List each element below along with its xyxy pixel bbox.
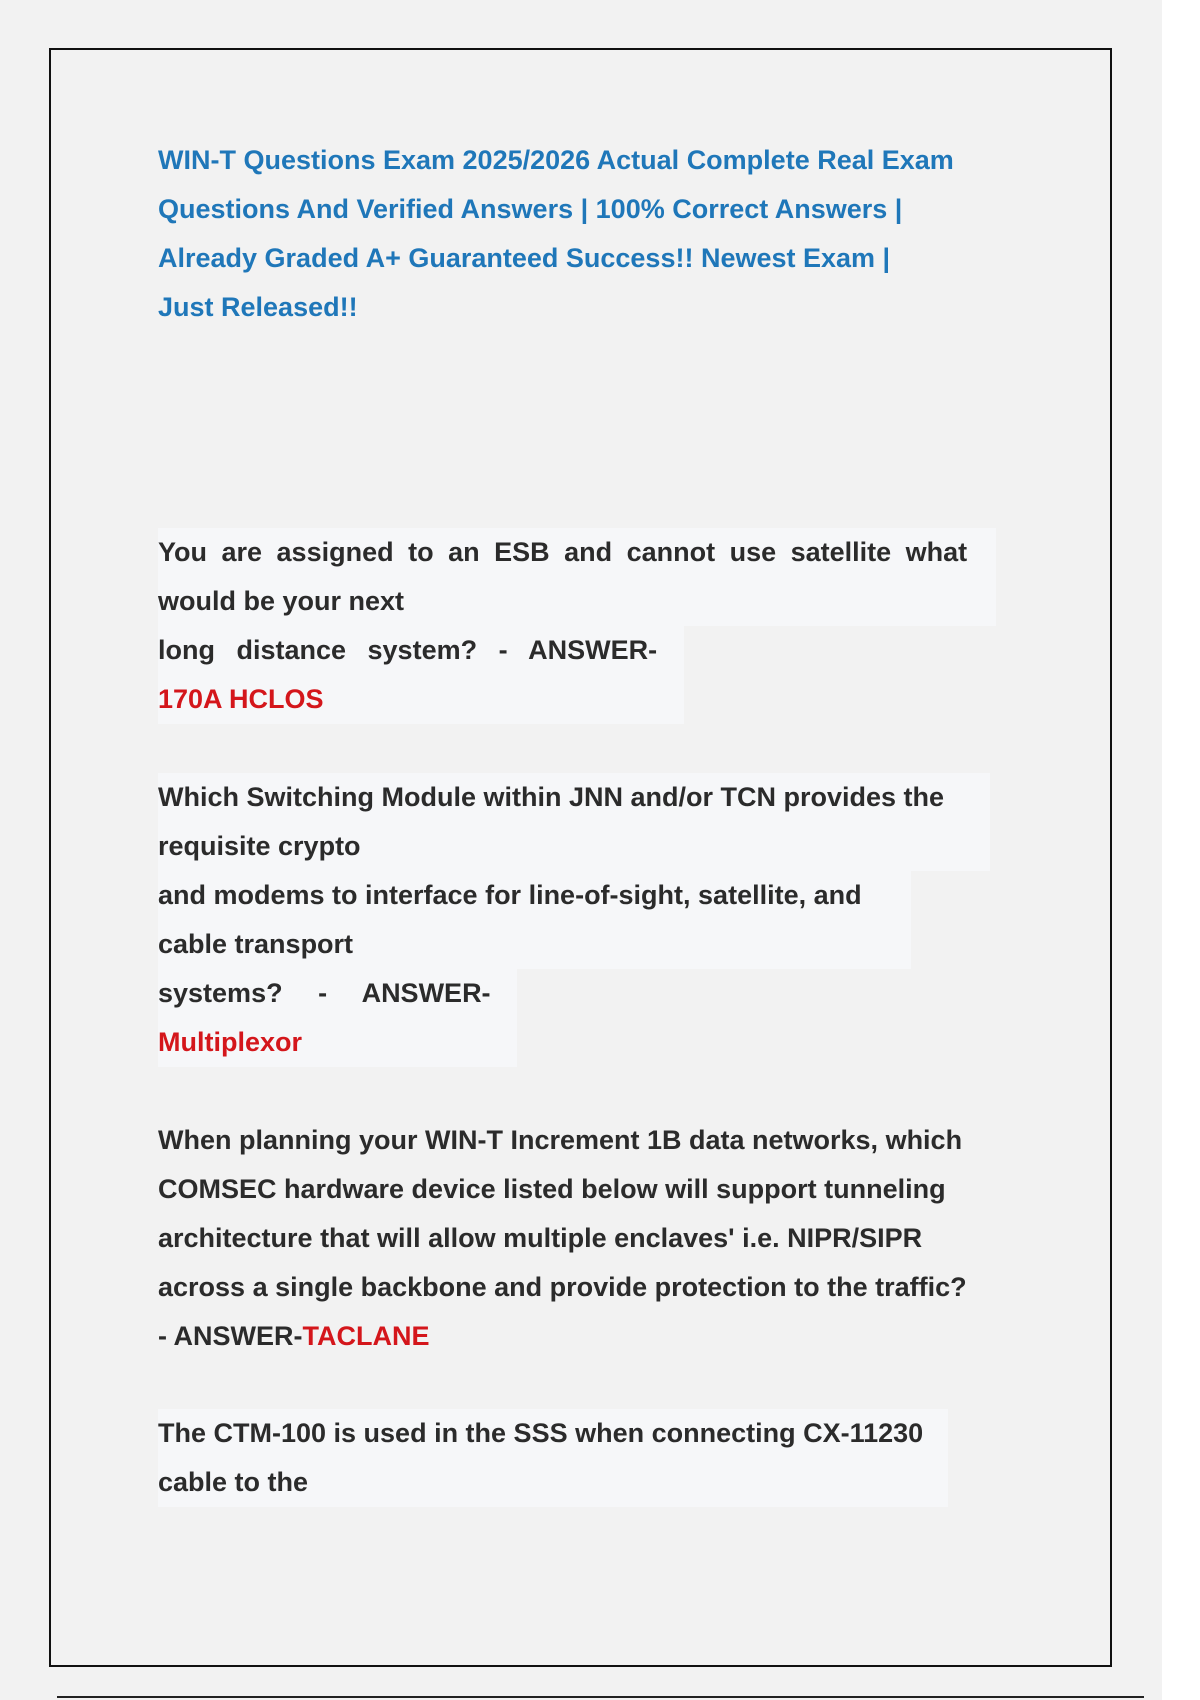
- question-1-text: [158, 528, 996, 626]
- question-line: architecture that will allow multiple enclaves' i.e. NIPR/SIPR: [158, 1223, 923, 1253]
- question-line: Which Switching Module within JNN and/or TCN provides the: [158, 782, 945, 812]
- question-line: - ANSWER-: [158, 1321, 303, 1351]
- question-1-answer-block: [158, 626, 684, 724]
- question-line: long distance system? - ANSWER-: [158, 635, 658, 665]
- question-2-text-continued: [158, 871, 911, 969]
- question-line: COMSEC hardware device listed below will support tunneling: [158, 1174, 946, 1204]
- question-line: When planning your WIN-T Increment 1B data networks, which: [158, 1125, 963, 1155]
- question-line: requisite crypto: [158, 831, 361, 861]
- page-divider: [57, 1696, 1144, 1698]
- question-line: would be your next: [158, 586, 405, 616]
- question-line: and modems to interface for line-of-sight, satellite, and: [158, 880, 862, 910]
- question-line: The CTM-100 is used in the SSS when connecting CX-11230: [158, 1418, 924, 1448]
- title-line: Just Released!!: [158, 292, 358, 322]
- question-line: systems? - ANSWER-: [158, 978, 491, 1008]
- question-4-text: [158, 1409, 948, 1507]
- question-answer-line: [158, 1312, 967, 1361]
- question-3: [158, 1116, 967, 1361]
- answer-text: Multiplexor: [158, 1027, 303, 1057]
- answer-text: TACLANE: [302, 1321, 430, 1351]
- question-line: across a single backbone and provide protection to the traffic?: [158, 1272, 967, 1302]
- title-line: Already Graded A+ Guaranteed Success!! Newest Exam |: [158, 243, 891, 273]
- question-2-text: [158, 773, 990, 871]
- question-2: [158, 773, 990, 1067]
- question-line: cable to the: [158, 1467, 309, 1497]
- title-line: WIN-T Questions Exam 2025/2026 Actual Complete Real Exam: [158, 145, 954, 175]
- question-line-text: You are assigned to an ESB and cannot use satellite what: [158, 537, 968, 567]
- question-line: cable transport: [158, 929, 354, 959]
- question-4: [158, 1409, 948, 1507]
- question-line: [158, 528, 988, 577]
- question-1: [158, 528, 996, 724]
- question-2-answer-block: [158, 969, 517, 1067]
- document-title: [158, 136, 1008, 332]
- title-line: Questions And Verified Answers | 100% Correct Answers |: [158, 194, 903, 224]
- answer-text: 170A HCLOS: [158, 684, 324, 714]
